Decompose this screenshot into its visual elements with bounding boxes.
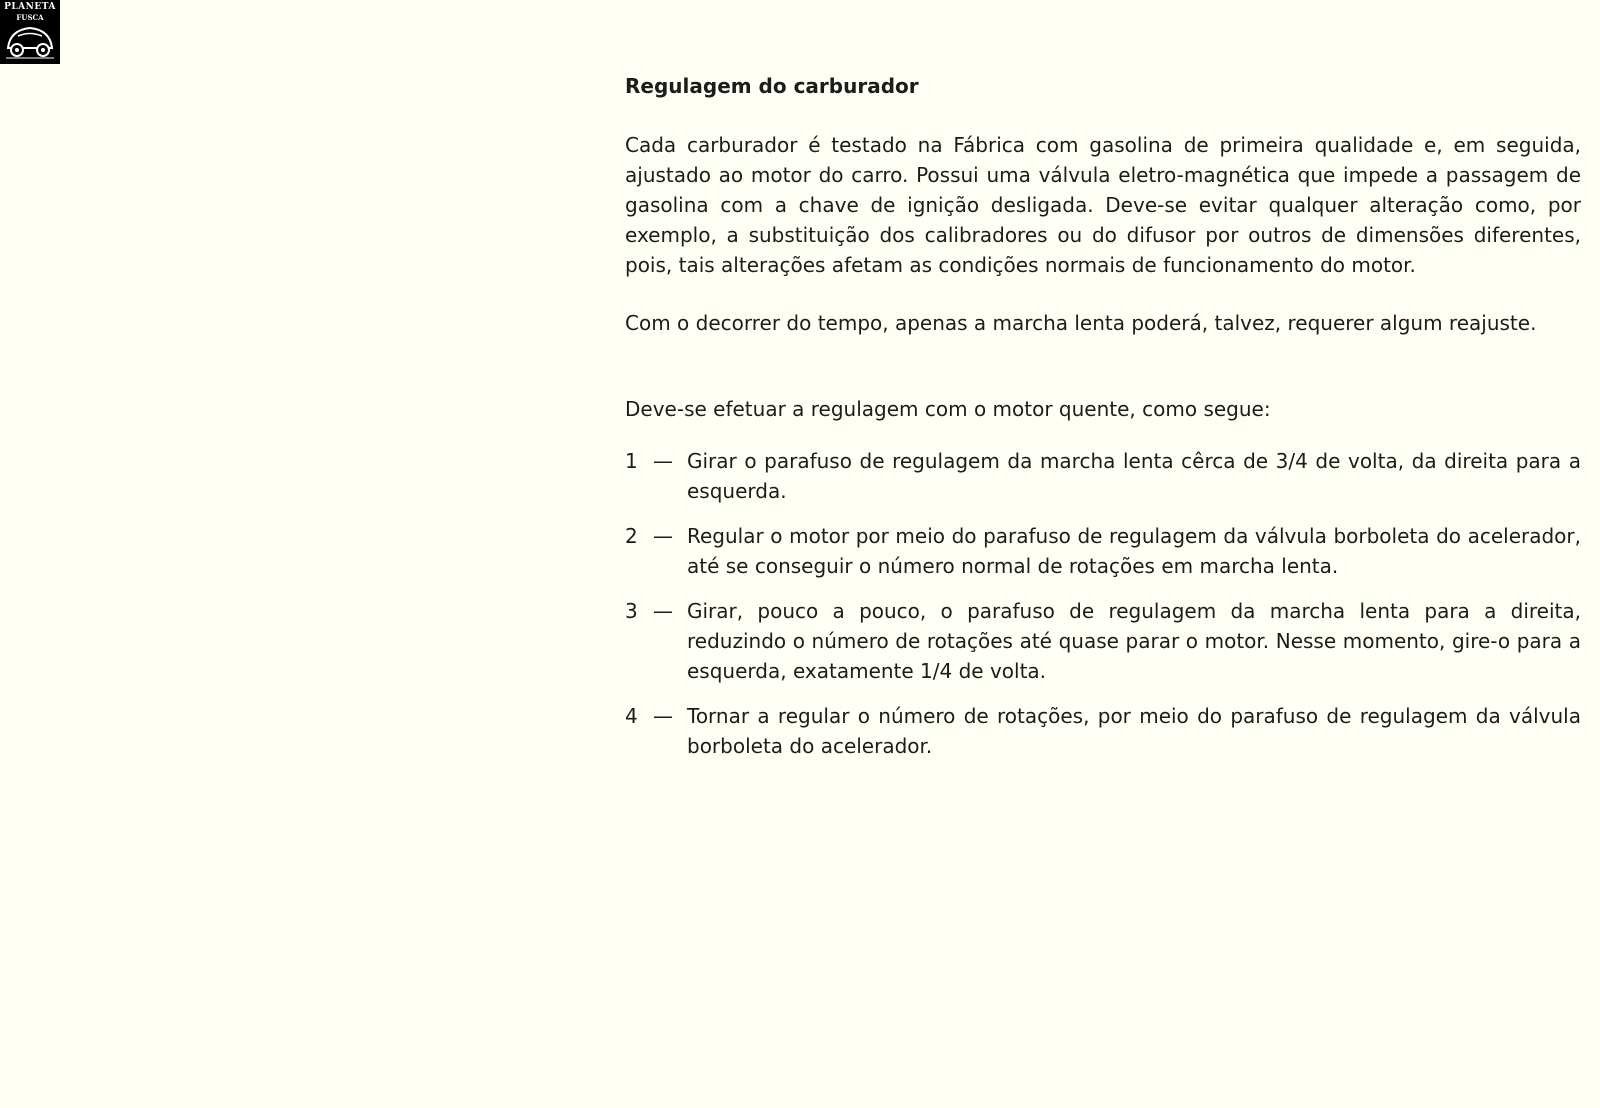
step-text: Girar o parafuso de regulagem da marcha lenta cêrca de 3/4 de volta, da direita para a esquerda. bbox=[687, 449, 1581, 503]
step-number: 4 bbox=[625, 704, 638, 728]
procedure-steps-list bbox=[625, 446, 1581, 761]
section-heading: Regulagem do carburador bbox=[625, 74, 919, 98]
step-text: Girar, pouco a pouco, o parafuso de regulagem da marcha lenta para a direita, reduzindo o número de rotações até quase parar o motor. Nesse momento, gire-o para a esquerda, exatamente 1/4 de volta. bbox=[687, 599, 1581, 683]
adjustment-note-paragraph: Com o decorrer do tempo, apenas a marcha lenta poderá, talvez, requerer algum reajuste. bbox=[625, 311, 1537, 335]
procedure-step bbox=[625, 446, 1581, 506]
step-number: 3 bbox=[625, 599, 638, 623]
planeta-fusca-logo bbox=[0, 0, 60, 64]
procedure-step bbox=[625, 596, 1581, 686]
step-dash: — bbox=[653, 704, 673, 728]
manual-page bbox=[625, 72, 1581, 776]
procedure-intro-paragraph: Deve-se efetuar a regulagem com o motor quente, como segue: bbox=[625, 397, 1271, 421]
procedure-step bbox=[625, 701, 1581, 761]
step-dash: — bbox=[653, 599, 673, 623]
procedure-step bbox=[625, 521, 1581, 581]
step-text: Regular o motor por meio do parafuso de regulagem da válvula borboleta do acelerador, até se conseguir o número normal de rotações em marcha lenta. bbox=[687, 524, 1581, 578]
step-number: 2 bbox=[625, 524, 638, 548]
logo-text-fusca: FUSCA bbox=[16, 13, 44, 22]
step-dash: — bbox=[653, 449, 673, 473]
step-dash: — bbox=[653, 524, 673, 548]
step-text: Tornar a regular o número de rotações, por meio do parafuso de regulagem da válvula borboleta do acelerador. bbox=[687, 704, 1581, 758]
logo-text-planeta: PLANETA bbox=[4, 2, 56, 12]
intro-paragraph: Cada carburador é testado na Fábrica com gasolina de primeira qualidade e, em seguida, ajustado ao motor do carro. Possui uma válvula eletro-magnética que impede a passagem de gasolina com a chave de ignição desligada. Deve-se evitar qualquer alteração como, por exemplo, a substituição dos calibradores ou do difusor por outros de dimensões diferentes, pois, tais alterações afetam as condições normais de funcionamento do motor. bbox=[625, 133, 1581, 277]
step-number: 1 bbox=[625, 449, 638, 473]
